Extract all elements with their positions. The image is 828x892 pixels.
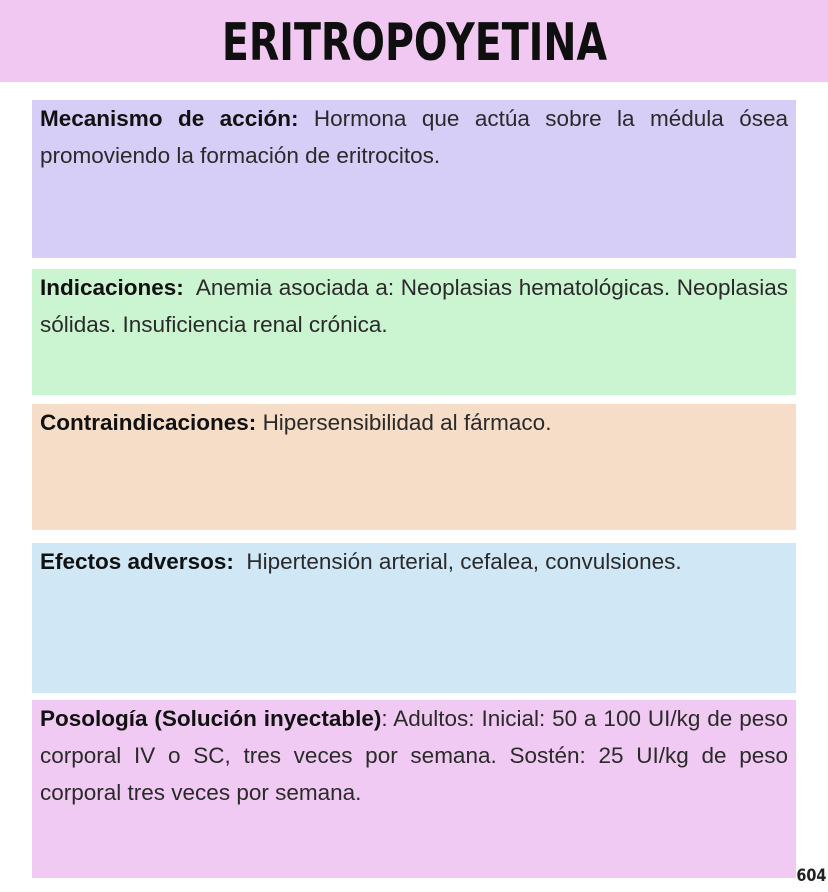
section-posologia [32,700,796,878]
page-title: ERITROPOYETINA [221,13,607,73]
section-text-efectos: Hipertensión arterial, cefalea, convulsiones. [246,549,682,574]
title-banner [0,0,828,82]
section-label-indicaciones: Indicaciones: [40,275,184,300]
section-indicaciones [32,269,796,395]
section-contraindicaciones [32,404,796,530]
section-text-mecanismo: Hormona que actúa sobre la médula ósea promoviendo la formación de eritrocitos. [40,106,788,168]
section-label-posologia: Posología (Solución inyectable) [40,706,382,731]
section-text-contraindicaciones: Hipersensibilidad al fármaco. [262,410,552,435]
section-label-efectos: Efectos adversos: [40,549,234,574]
page-number: 604 [795,866,826,886]
section-text-posologia: : Adultos: Inicial: 50 a 100 UI/kg de peso corporal IV o SC, tres veces por semana. Sostén: 25 UI/kg de peso corporal tres veces por semana. [40,706,788,805]
section-text-indicaciones: Anemia asociada a: Neoplasias hematológicas. Neoplasias sólidas. Insuficiencia renal crónica. [40,275,789,337]
section-label-contraindicaciones: Contraindicaciones: [40,410,257,435]
section-label-mecanismo: Mecanismo de acción: [40,106,299,131]
section-mecanismo-de-accion [32,100,796,258]
section-efectos-adversos [32,543,796,693]
